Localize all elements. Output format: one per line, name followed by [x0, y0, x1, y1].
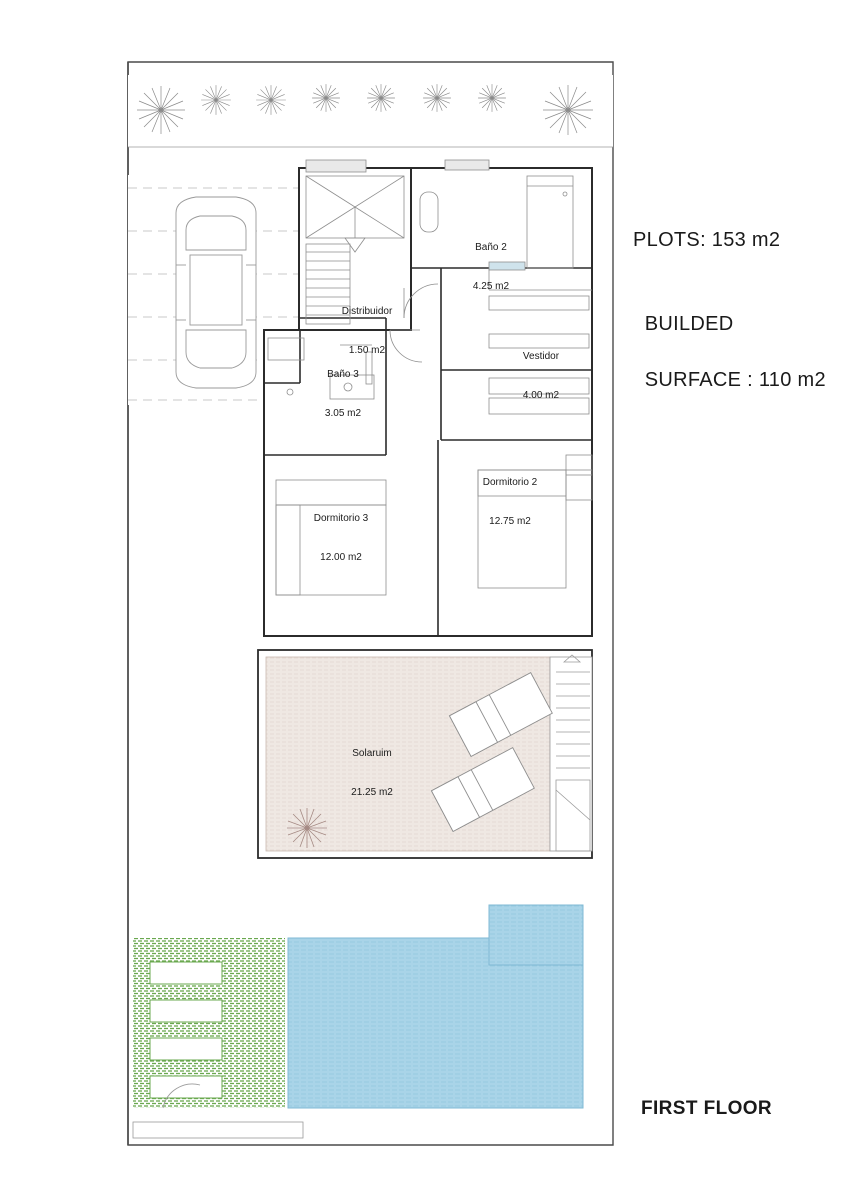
room-name: Vestidor	[522, 351, 560, 362]
room-name: Baño 3	[327, 369, 359, 380]
room-area: 4.00 m2	[522, 390, 560, 401]
room-area: 12.00 m2	[320, 552, 362, 563]
builded-surface-line2: SURFACE : 110 m2	[644, 369, 826, 391]
room-name: Dormitorio 3	[313, 513, 369, 524]
solarium-terrace	[258, 650, 592, 858]
car-symbol	[176, 197, 256, 388]
room-name: Distribuidor	[341, 306, 393, 317]
plots-area-text: PLOTS: 153 m2	[633, 229, 781, 251]
room-area: 3.05 m2	[324, 408, 362, 419]
room-area: 4.25 m2	[472, 281, 510, 292]
room-area: 1.50 m2	[348, 345, 386, 356]
floor-title: FIRST FLOOR	[641, 1098, 773, 1119]
hedge-plants-top	[128, 75, 613, 147]
pool-and-garden	[133, 905, 583, 1138]
builded-surface-line1: BUILDED	[644, 313, 734, 335]
room-name: Solaruim	[352, 748, 392, 759]
room-name: Dormitorio 2	[482, 477, 538, 488]
room-area: 21.25 m2	[351, 787, 393, 798]
room-area: 12.75 m2	[489, 516, 531, 527]
builded-surface-text	[633, 282, 826, 394]
room-name: Baño 2	[475, 242, 507, 253]
